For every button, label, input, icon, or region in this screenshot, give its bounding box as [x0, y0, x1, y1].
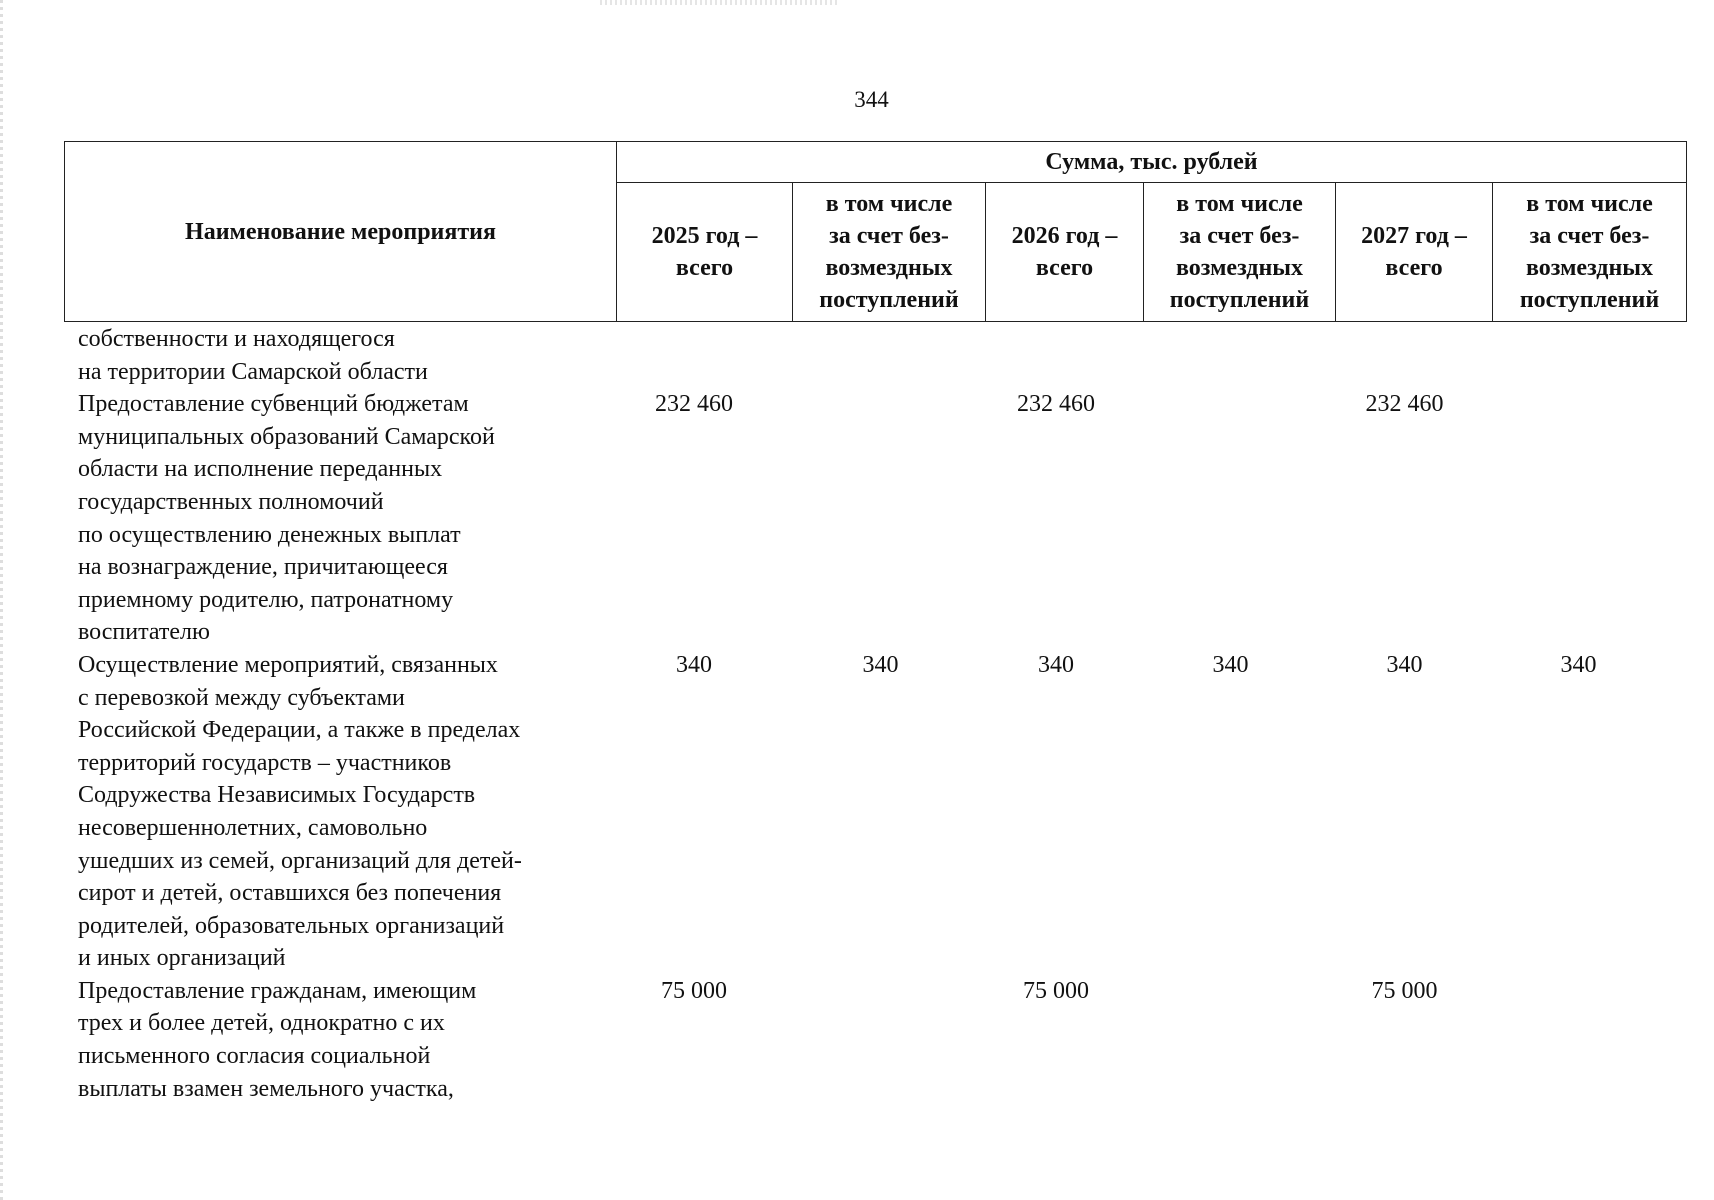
cell-2026-total: 340: [1038, 651, 1074, 678]
column-header-2026-total: 2026 год – всего: [986, 183, 1144, 322]
column-header-2027-total: 2027 год – всего: [1336, 183, 1493, 322]
cell-2026-free: 340: [1212, 651, 1249, 678]
scan-edge-artifact: [600, 0, 840, 5]
cell-2027-total: 232 460: [1365, 391, 1444, 418]
row-name: Предоставление гражданам, имеющим трех и более детей, однократно с их письменного согласия социальной выплаты взамен земельного участка,: [78, 977, 477, 1102]
column-header-name: Наименование мероприятия: [65, 142, 617, 322]
column-header-sum: Сумма, тыс. рублей: [617, 142, 1687, 183]
row-name: Предоставление субвенций бюджетам муниципальных образований Самарской области на исполнение переданных государственных полномочий по осуществлению денежных выплат на вознаграждение, причитающееся приемному родителю, патронатному воспитателю: [78, 391, 495, 646]
page-number: 344: [854, 87, 889, 112]
cell-2025-free: 340: [862, 651, 899, 678]
table-row: [64, 975, 1686, 1105]
cell-2026-total: 75 000: [1023, 977, 1089, 1004]
cell-2026-total: 232 460: [1017, 391, 1095, 418]
cell-2027-total: 75 000: [1371, 977, 1438, 1004]
column-header-2025-free: в том числе за счет без- возмездных поступлений: [793, 183, 986, 322]
column-header-2027-free: в том числе за счет без- возмездных поступлений: [1493, 183, 1687, 322]
table-row: [64, 649, 1686, 975]
table-row: [64, 388, 1686, 649]
cell-2027-free: 340: [1560, 651, 1597, 678]
cell-2025-total: 232 460: [655, 391, 733, 418]
column-header-2026-free: в том числе за счет без- возмездных поступлений: [1144, 183, 1336, 322]
table-row: [64, 323, 1686, 388]
table-body: [64, 323, 1686, 1105]
row-name: собственности и находящегося на территории Самарской области: [78, 326, 428, 385]
cell-2025-total: 75 000: [661, 977, 727, 1004]
cell-2025-total: 340: [676, 651, 712, 678]
table-header: [64, 141, 1687, 322]
row-name: Осуществление мероприятий, связанных с перевозкой между субъектами Российской Федерации, а также в пределах территорий государств – участников Содружества Независимых Государств несовершеннолетних, самовольно ушедших из семей, организаций для детей- сирот и детей, оставшихся без попечения родителей, образовательных организаций и иных организаций: [78, 651, 522, 972]
column-header-2025-total: 2025 год – всего: [617, 183, 793, 322]
cell-2027-total: 340: [1386, 651, 1423, 678]
scan-edge-artifact: [0, 0, 3, 1200]
